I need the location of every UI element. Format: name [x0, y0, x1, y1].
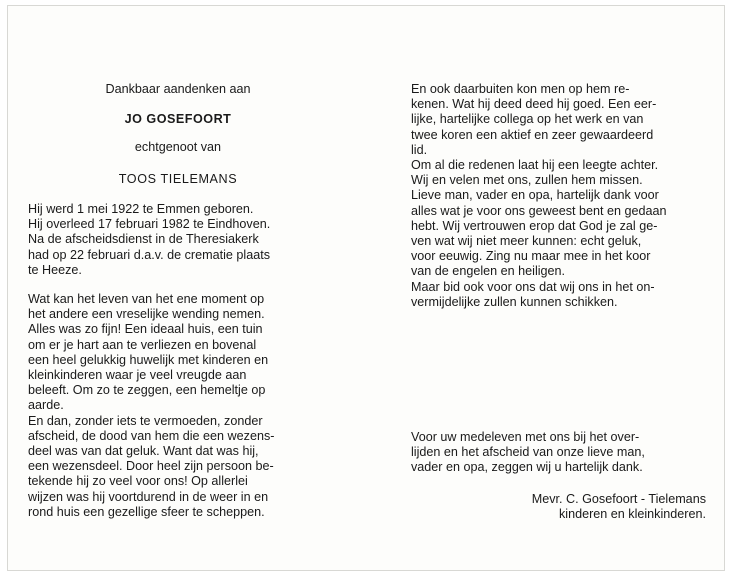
signature-line: Mevr. C. Gosefoort - Tielemans	[531, 492, 706, 506]
right-paragraph-1	[411, 82, 709, 158]
text-line: om er je hart aan te verliezen en bovenal	[28, 337, 257, 352]
text-line: lid.	[411, 142, 428, 157]
text-line: Alles was zo fijn! Een ideaal huis, een tuin	[28, 322, 263, 337]
bio-line: Hij werd 1 mei 1922 te Emmen geboren.	[28, 202, 254, 216]
bio-line: Na de afscheidsdienst in de Theresiakerk	[28, 232, 259, 247]
text-line: van de engelen en heiligen.	[411, 264, 566, 279]
spouse-name: TOOS TIELEMANS	[118, 172, 238, 186]
left-paragraph-1	[28, 292, 328, 414]
text-line: alles wat je voor ons geweest bent en gedaan	[411, 203, 667, 218]
text-line: En ook daarbuiten kon men op hem re-	[411, 82, 630, 96]
signature-line: kinderen en kleinkinderen.	[558, 507, 706, 522]
text-line: een heel gelukkig huwelijk met kinderen en	[28, 352, 269, 367]
text-line: tekende hij zo veel voor ons! Op allerlei	[28, 474, 248, 489]
text-line: vermijdelijke zullen kunnen schikken.	[411, 294, 618, 309]
text-line: deel was van dat geluk. Want dat was hij,	[28, 444, 259, 459]
left-column	[28, 82, 328, 520]
text-line: twee koren een aktief en zeer gewaardeerd	[411, 127, 654, 142]
left-paragraph-2	[28, 414, 328, 520]
text-line: Wij en velen met ons, zullen hem missen.	[411, 173, 643, 188]
text-line: voor eeuwig. Zing nu maar mee in het koor	[411, 249, 651, 264]
text-line: lijden en het afscheid van onze lieve man,	[411, 445, 645, 460]
text-line: Maar bid ook voor ons dat wij ons in het on-	[411, 279, 655, 294]
text-line: beleeft. Om zo te zeggen, een hemeltje op	[28, 383, 266, 398]
spouse-label: echtgenoot van	[134, 140, 222, 154]
text-line: En dan, zonder iets te vermoeden, zonder	[28, 413, 263, 428]
memorial-card	[7, 5, 725, 571]
bio-paragraph	[28, 202, 328, 278]
text-line: een wezensdeel. Door heel zijn persoon be-	[28, 459, 274, 474]
text-line: Lieve man, vader en opa, hartelijk dank voor	[411, 188, 659, 203]
text-line: hebt. Wij vertrouwen erop dat God je zal ge-	[411, 218, 658, 233]
thanks-paragraph	[411, 430, 709, 476]
text-line: Wat kan het leven van het ene moment op	[28, 292, 265, 307]
right-paragraph-3	[411, 280, 709, 310]
signature	[532, 492, 706, 522]
deceased-name: JO GOSEFOORT	[124, 112, 232, 126]
bio-line: te Heeze.	[28, 262, 82, 277]
text-line: vader en opa, zeggen wij u hartelijk dank.	[411, 460, 643, 475]
text-line: het andere een vreselijke wending nemen.	[28, 307, 265, 322]
text-line: kenen. Wat hij deed deed hij goed. Een eer-	[411, 97, 657, 112]
text-line: wijzen was hij voortdurend in de weer in en	[28, 489, 269, 504]
intro-text: Dankbaar aandenken aan	[105, 82, 251, 96]
text-line: Voor uw medeleven met ons bij het over-	[411, 430, 640, 444]
text-line: lijke, hartelijke collega op het werk en van	[411, 112, 644, 127]
text-line: rond huis een gezellige sfeer te scheppen.	[28, 504, 265, 519]
bio-line: Hij overleed 17 februari 1982 te Eindhoven.	[28, 217, 271, 232]
text-line: aarde.	[28, 398, 64, 413]
right-column	[411, 82, 709, 310]
text-line: ven wat wij niet meer kunnen: echt geluk,	[411, 234, 642, 249]
text-line: kleinkinderen waar je veel vreugde aan	[28, 368, 247, 383]
text-line: Om al die redenen laat hij een leegte achter.	[411, 158, 659, 173]
text-line: afscheid, de dood van hem die een wezens-	[28, 428, 275, 443]
right-paragraph-2	[411, 158, 709, 280]
bio-line: had op 22 februari d.a.v. de crematie plaats	[28, 247, 270, 262]
